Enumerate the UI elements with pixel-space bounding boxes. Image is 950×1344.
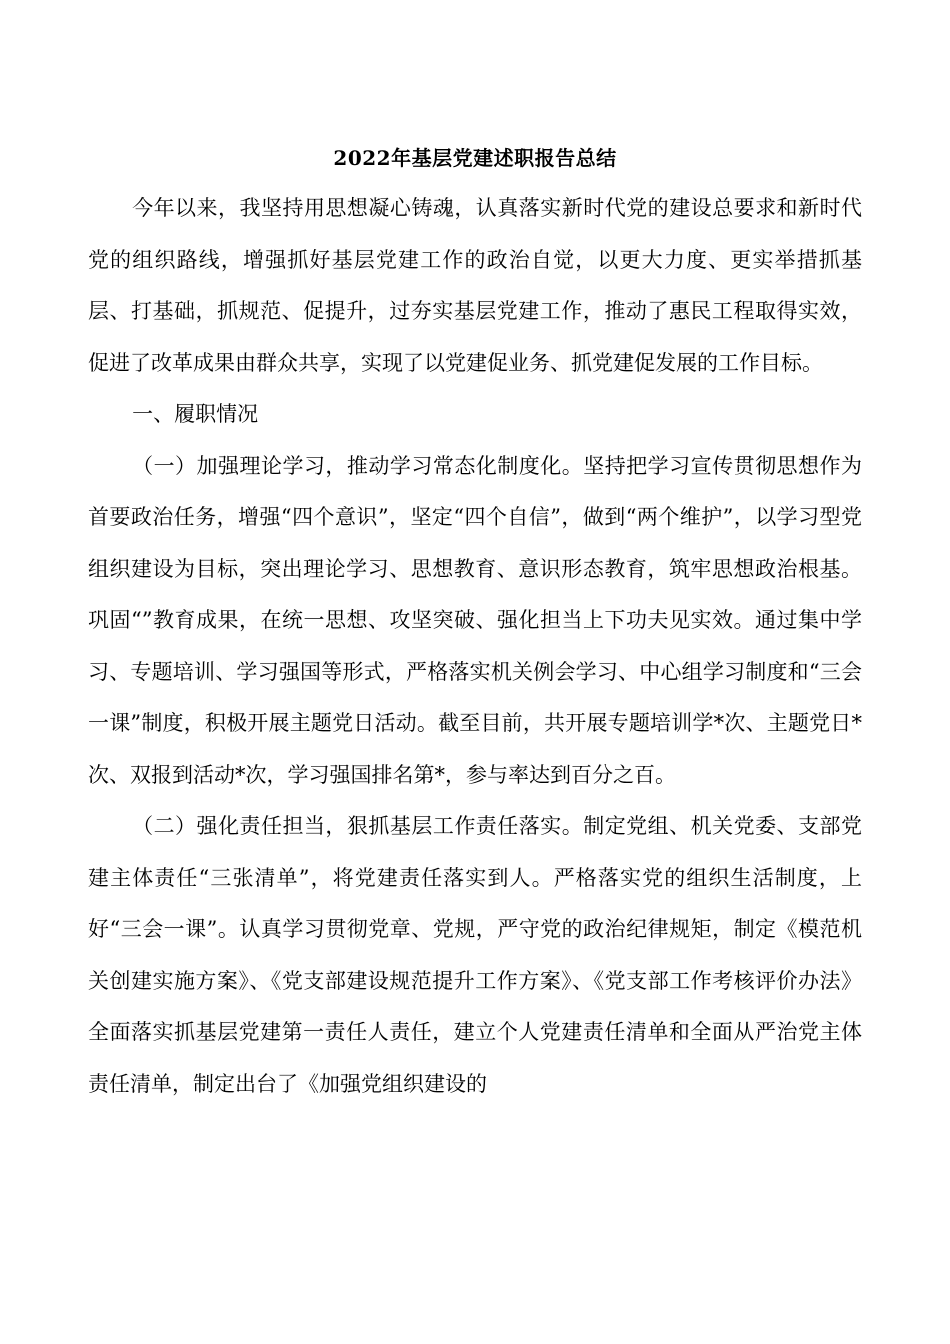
document-title: 2022年基层党建述职报告总结 [333, 146, 617, 170]
paragraph-responsibility: （二）强化责任担当，狠抓基层工作责任落实。制定党组、机关党委、支部党建主体责任“三张清单”，将党建责任落实到人。严格落实党的组织生活制度，上好“三会一课”。认真学习贯彻党章、党规，严守党的政治纪律规矩，制定《模范机关创建实施方案》、《党支部建设规范提升工作方案》、《党支部工作考核评价办法》全面落实抓基层党建第一责任人责任，建立个人党建责任清单和全面从严治党主体责任清单，制定出台了《加强党组织建设的 [88, 814, 862, 1096]
paragraph-theory-study: （一）加强理论学习，推动学习常态化制度化。坚持把学习宣传贯彻思想作为首要政治任务，增强“四个意识”，坚定“四个自信”，做到“两个维护”，以学习型党组织建设为目标，突出理论学习、思想教育、意识形态教育，筑牢思想政治根基。巩固“”教育成果，在统一思想、攻坚突破、强化担当上下功夫见实效。通过集中学习、专题培训、学习强国等形式，严格落实机关例会学习、中心组学习制度和“三会一课”制度，积极开展主题党日活动。截至目前，共开展专题培训学*次、主题党日*次、双报到活动*次，学习强国排名第*，参与率达到百分之百。 [88, 453, 862, 787]
paragraph-intro: 今年以来，我坚持用思想凝心铸魂，认真落实新时代党的建设总要求和新时代党的组织路线，增强抓好基层党建工作的政治自觉，以更大力度、更实举措抓基层、打基础，抓规范、促提升，过夯实基层党建工作，推动了惠民工程取得实效，促进了改革成果由群众共享，实现了以党建促业务、抓党建促发展的工作目标。 [88, 196, 862, 375]
section-heading-performance: 一、履职情况 [132, 402, 259, 426]
document-body [88, 183, 862, 1110]
